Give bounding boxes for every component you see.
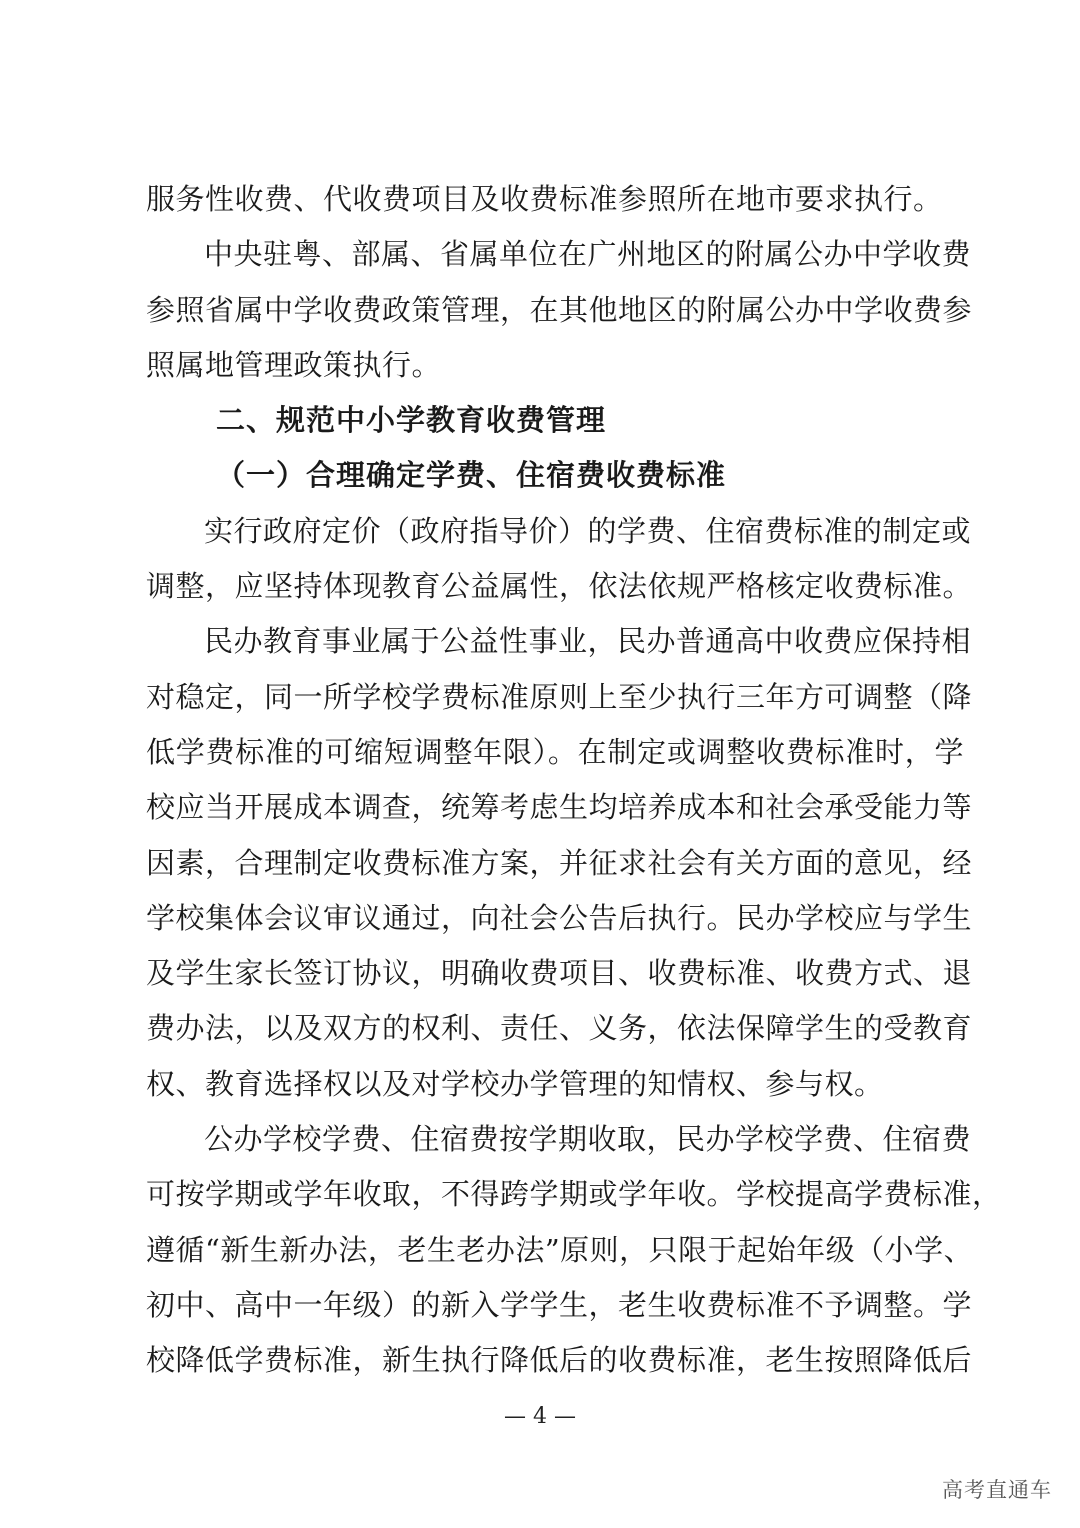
text-line: 费办法，以及双方的权利、责任、义务，依法保障学生的受教育 [146, 1011, 973, 1046]
text-line: 权、教育选择权以及对学校办学管理的知情权、参与权。 [146, 1066, 884, 1101]
page-number: — 4 — [504, 1404, 576, 1429]
text-line: 校应当开展成本调查，统筹考虑生均培养成本和社会承受能力等 [146, 790, 973, 825]
text-line: 照属地管理政策执行。 [146, 347, 442, 382]
text-line: 可按学期或学年收取，不得跨学期或学年收。学校提高学费标准， [146, 1177, 1002, 1212]
text-line: 公办学校学费、住宿费按学期收取，民办学校学费、住宿费 [204, 1122, 972, 1157]
text-line: 服务性收费、代收费项目及收费标准参照所在地市要求执行。 [146, 182, 943, 216]
text-line: 参照省属中学收费政策管理，在其他地区的附属公办中学收费参 [146, 292, 973, 327]
text-line: 及学生家长签订协议，明确收费项目、收费标准、收费方式、退 [146, 956, 973, 991]
text-line: 初中、高中一年级）的新入学学生，老生收费标准不予调整。学 [146, 1287, 973, 1322]
document-body [146, 172, 1002, 1389]
text-line: 学校集体会议审议通过，向社会公告后执行。民办学校应与学生 [146, 900, 973, 935]
text-line: 对稳定，同一所学校学费标准原则上至少执行三年方可调整（降 [146, 679, 973, 714]
text-line: 校降低学费标准，新生执行降低后的收费标准，老生按照降低后 [146, 1343, 973, 1378]
text-line: 调整，应坚持体现教育公益属性，依法依规严格核定收费标准。 [146, 569, 973, 604]
text-line: 民办教育事业属于公益性事业，民办普通高中收费应保持相 [204, 624, 972, 659]
text-line: 实行政府定价（政府指导价）的学费、住宿费标准的制定或 [204, 513, 972, 548]
text-line: 低学费标准的可缩短调整年限）。在制定或调整收费标准时，学 [146, 734, 964, 769]
text-line: 因素，合理制定收费标准方案，并征求社会有关方面的意见，经 [146, 845, 973, 880]
subsection-heading: （一）合理确定学费、住宿费收费标准 [216, 458, 727, 493]
watermark-text: 高考直通车 [942, 1478, 1052, 1502]
section-heading: 二、规范中小学教育收费管理 [216, 403, 607, 438]
text-line: 遵循“新生新办法，老生老办法”原则，只限于起始年级（小学、 [146, 1232, 974, 1267]
text-line: 中央驻粤、部属、省属单位在广州地区的附属公办中学收费 [204, 237, 972, 272]
